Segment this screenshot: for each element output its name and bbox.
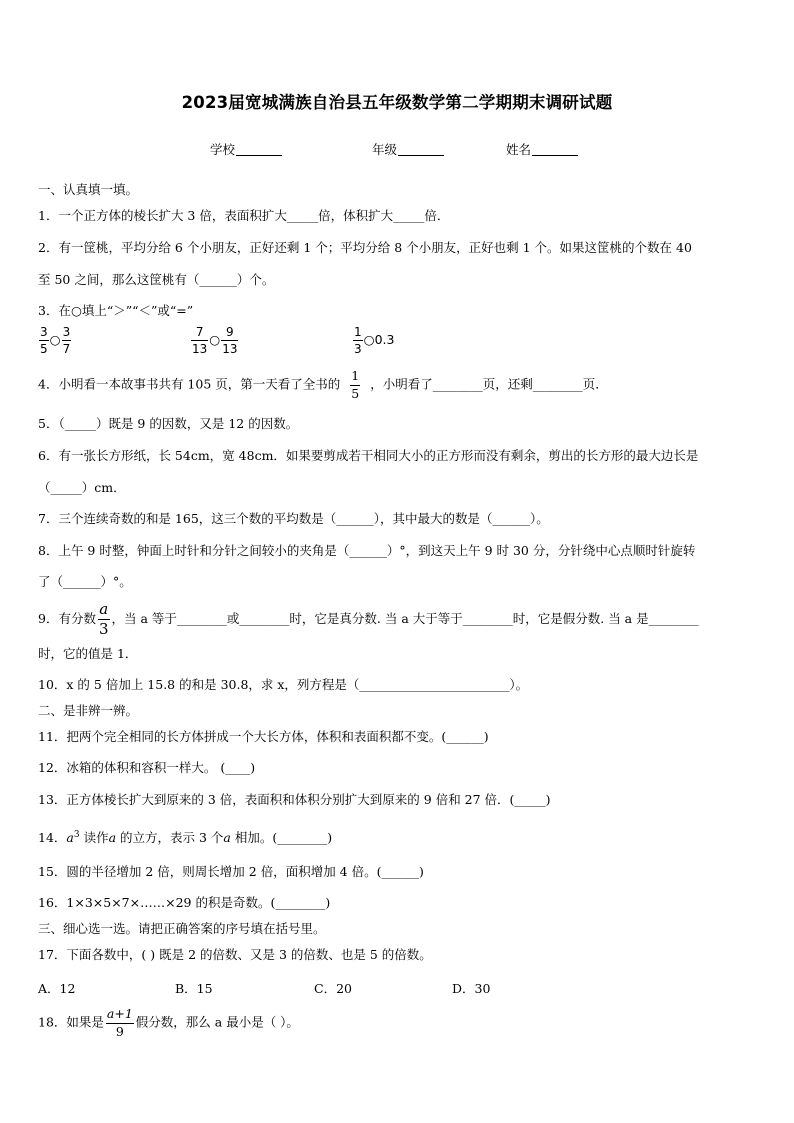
section-heading-1: 一、认真填一填。 bbox=[38, 182, 139, 197]
question-10: 10．x 的 5 倍加上 15.8 的和是 30.8，求 x，列方程是（________________________）。 bbox=[38, 677, 529, 692]
school-field[interactable] bbox=[210, 140, 282, 158]
q14-text-2: 的立方，表示 3 个 bbox=[116, 830, 224, 846]
q9-text: 9．有分数 bbox=[38, 611, 96, 626]
question-1: 1．一个正方体的棱长扩大 3 倍，表面积扩大_____倍，体积扩大_____倍． bbox=[38, 208, 450, 223]
name-label: 姓名 bbox=[506, 142, 532, 157]
question-17: 17．下面各数中，( ) 既是 2 的倍数、又是 3 的倍数、也是 5 的倍数。 bbox=[38, 947, 432, 962]
question-14 bbox=[38, 827, 332, 846]
name-blank[interactable] bbox=[532, 143, 578, 156]
q3-item-a bbox=[38, 326, 72, 355]
question-2-line-1: 2．有一筐桃，平均分给 6 个小朋友，正好还剩 1 个；平均分给 8 个小朋友，正好也剩 1 个。如果这筐桃的个数在 40 bbox=[38, 240, 692, 255]
q14-number: 14． bbox=[38, 830, 67, 846]
option-d[interactable]: D．30 bbox=[452, 981, 491, 996]
grade-field[interactable] bbox=[372, 140, 444, 158]
section-heading-2: 二、是非辨一辨。 bbox=[38, 703, 139, 718]
question-11: 11．把两个完全相同的长方体拼成一个大长方体，体积和表面积都不变。(______) bbox=[38, 729, 489, 744]
question-9-line-2: 时，它的值是 1． bbox=[38, 646, 138, 661]
question-16: 16．1×3×5×7×……×29 的积是奇数。(________) bbox=[38, 895, 331, 910]
question-3: 3．在○填上“＞”“＜”或“=” bbox=[38, 303, 194, 318]
question-4 bbox=[38, 370, 608, 400]
question-6-line-2: （_____）cm． bbox=[38, 480, 126, 495]
question-5: 5．（_____）既是 9 的因数，又是 12 的因数。 bbox=[38, 416, 299, 431]
question-13: 13．正方体棱长扩大到原来的 3 倍，表面积和体积分别扩大到原来的 9 倍和 27 倍．(_____) bbox=[38, 792, 551, 807]
grade-blank[interactable] bbox=[398, 143, 444, 156]
question-18 bbox=[38, 1008, 299, 1038]
page-title: 2023届宽城满族自治县五年级数学第二学期期末调研试题 bbox=[181, 93, 613, 112]
compare-circle[interactable]: ○ bbox=[363, 332, 375, 347]
question-7: 7．三个连续奇数的和是 165，这三个数的平均数是（______），其中最大的数是（______）。 bbox=[38, 511, 549, 526]
q18-text-end: 假分数，那么 a 最小是（ ）。 bbox=[135, 1014, 299, 1030]
q14-base: a bbox=[66, 830, 74, 846]
q14-var: a bbox=[108, 830, 117, 846]
fraction: $\frac{3}{5}$ bbox=[40, 325, 48, 356]
question-2-line-2: 至 50 之间，那么这筐桃有（______）个。 bbox=[38, 272, 275, 287]
q14-exponent: 3 bbox=[73, 830, 80, 840]
fraction: $\frac{9}{13}$ bbox=[222, 325, 238, 356]
fraction: $\frac{7}{13}$ bbox=[192, 325, 208, 356]
question-8-line-2: 了（______）°。 bbox=[38, 574, 132, 589]
q9-text-end: ，当 a 等于________或________时，它是真分数. 当 a 大于等于________时，它是假分数. 当 a 是________ bbox=[111, 611, 699, 626]
grade-label: 年级 bbox=[372, 142, 398, 157]
question-8-line-1: 8．上午 9 时整，钟面上时针和分针之间较小的夹角是（______）°，到这天上午 9 时 30 分，分针绕中心点顺时针旋转 bbox=[38, 543, 696, 558]
fraction: $\frac{a+1}{9}$ bbox=[106, 1006, 133, 1039]
question-15: 15．圆的半径增加 2 倍，则周长增加 2 倍，面积增加 4 倍。(______) bbox=[38, 864, 424, 879]
q14-text-end: 相加。(________) bbox=[230, 830, 333, 846]
q18-text: 18．如果是 bbox=[38, 1014, 104, 1030]
q4-text-end: ，小明看了________页，还剩________页． bbox=[370, 376, 608, 392]
section-heading-3: 三、细心选一选。请把正确答案的序号填在括号里。 bbox=[38, 921, 326, 936]
fraction: $\frac{a}{3}$ bbox=[98, 600, 109, 638]
option-b[interactable]: B．15 bbox=[175, 981, 213, 996]
q3-item-c bbox=[352, 326, 394, 355]
q14-text: 读作 bbox=[79, 830, 109, 846]
name-field[interactable] bbox=[506, 140, 578, 158]
compare-value: 0.3 bbox=[374, 332, 395, 347]
compare-circle[interactable]: ○ bbox=[49, 332, 61, 347]
fraction: $\frac{1}{3}$ bbox=[354, 325, 362, 356]
q3-item-b bbox=[190, 326, 239, 355]
fraction: $\frac{1}{5}$ bbox=[351, 368, 360, 401]
option-a[interactable]: A．12 bbox=[38, 981, 76, 996]
school-blank[interactable] bbox=[236, 143, 282, 156]
question-9 bbox=[38, 602, 699, 637]
question-12: 12．冰箱的体积和容积一样大。 (____) bbox=[38, 760, 256, 775]
school-label: 学校 bbox=[210, 142, 236, 157]
compare-circle[interactable]: ○ bbox=[209, 332, 221, 347]
question-6-line-1: 6．有一张长方形纸，长 54cm，宽 48cm．如果要剪成若干相同大小的正方形而没有剩余，剪出的长方形的最大边长是 bbox=[38, 448, 699, 463]
option-c[interactable]: C．20 bbox=[314, 981, 352, 996]
q14-var-2: a bbox=[223, 830, 231, 846]
fraction: $\frac{3}{7}$ bbox=[62, 325, 71, 356]
q4-text: 4．小明看一本故事书共有 105 页，第一天看了全书的 bbox=[38, 376, 341, 392]
